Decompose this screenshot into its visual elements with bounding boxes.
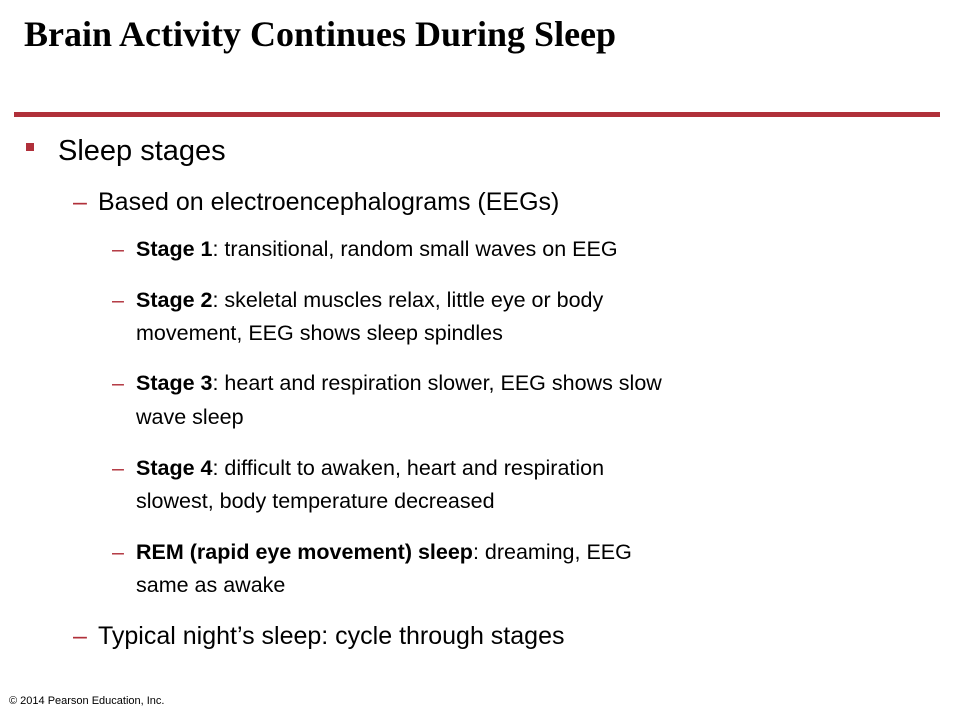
stage-1-item (136, 234, 618, 264)
bullet-sleep-stages: Sleep stages (58, 135, 226, 167)
dash-marker: – (73, 188, 87, 216)
dash-marker: – (112, 237, 124, 261)
bullet-eeg-basis: Based on electroencephalograms (EEGs) (98, 188, 560, 216)
rem-item (136, 537, 632, 567)
slide-title: Brain Activity Continues During Sleep (24, 14, 617, 54)
rem-continuation: same as awake (136, 573, 286, 597)
stage-3-text: : heart and respiration slower, EEG shows slow (212, 371, 662, 395)
stage-4-label: Stage 4 (136, 456, 213, 480)
stage-2-continuation: movement, EEG shows sleep spindles (136, 321, 503, 345)
rem-text: : dreaming, EEG (472, 540, 632, 564)
dash-marker: – (112, 371, 124, 395)
stage-2-text: : skeletal muscles relax, little eye or body (212, 288, 604, 312)
dash-marker: – (112, 456, 124, 480)
stage-3-continuation: wave sleep (136, 405, 244, 429)
stage-3-label: Stage 3 (136, 371, 213, 395)
square-bullet-icon (26, 143, 34, 151)
stage-4-text: : difficult to awaken, heart and respiration (212, 456, 605, 480)
rem-label: REM (rapid eye movement) sleep (136, 540, 473, 564)
stage-4-item (136, 453, 604, 483)
stage-2-item (136, 285, 603, 315)
copyright-footer: © 2014 Pearson Education, Inc. (9, 695, 165, 707)
dash-marker: – (112, 540, 124, 564)
dash-marker: – (73, 622, 87, 650)
stage-1-text: : transitional, random small waves on EEG (212, 237, 618, 261)
bullet-typical-night: Typical night’s sleep: cycle through stages (98, 622, 565, 650)
stage-4-continuation: slowest, body temperature decreased (136, 489, 495, 513)
stage-1-label: Stage 1 (136, 237, 213, 261)
stage-3-item (136, 368, 662, 398)
stage-2-label: Stage 2 (136, 288, 213, 312)
dash-marker: – (112, 288, 124, 312)
